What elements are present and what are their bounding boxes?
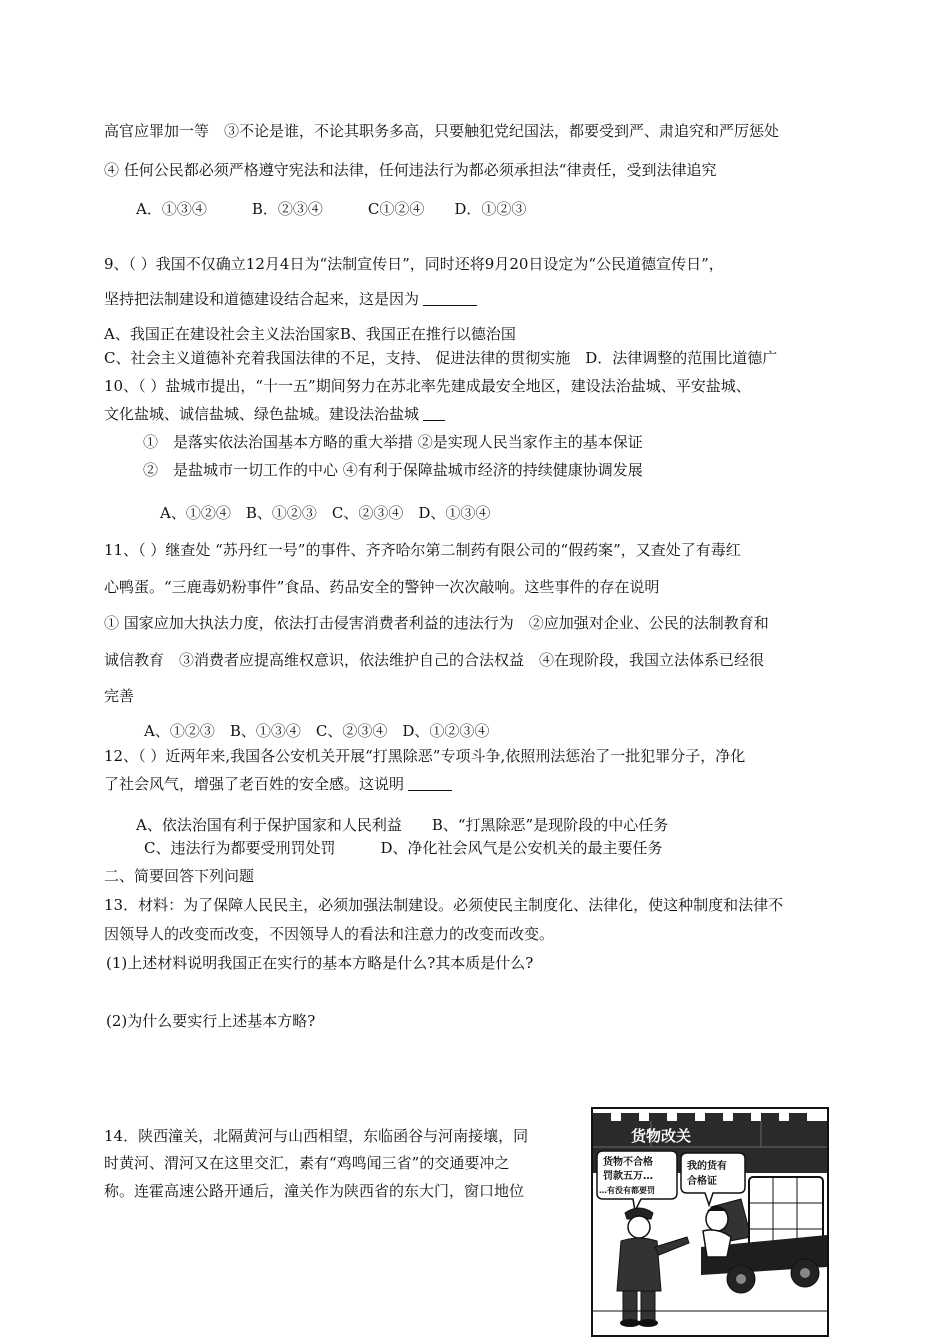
q14-line-3: 称。连霍高速公路开通后，潼关作为陕西省的东大门，窗口地位 — [104, 1182, 525, 1200]
q11-item-3: 完善 — [104, 687, 135, 705]
q11-line-1: 11、（ ）继查处 “苏丹红一号”的事件、齐齐哈尔第二制药有限公司的“假药案”，又查处了有毒红 — [104, 541, 741, 559]
q8-options: A．①③④ B．②③④ C①②④ D．①②③ — [136, 200, 527, 218]
q10-line-1: 10、（ ）盐城市提出，“十一五”期间努力在苏北率先建成最安全地区，建设法治盐城、平安盐城、 — [104, 377, 751, 395]
q13-line-1: 13．材料：为了保障人民民主，必须加强法制建设。必须使民主制度化、法律化，使这种制度和法律不 — [104, 896, 784, 914]
q10-item-2: ② 是盐城市一切工作的中心 ④有利于保障盐城市经济的持续健康协调发展 — [143, 461, 643, 479]
svg-text:我的货有: 我的货有 — [687, 1161, 727, 1172]
q10-line-2-text: 文化盐城、诚信盐城、绿色盐城。建设法治盐城 — [104, 405, 420, 423]
q8-line-2: ④ 任何公民都必须严格遵守宪法和法律，任何违法行为都必须承担法“律责任，受到法律追究 — [104, 161, 717, 179]
q8-line-1: 高官应罪加一等 ③不论是谁，不论其职务多高，只要触犯党纪国法，都要受到严、肃追究和严厉惩处 — [104, 122, 780, 140]
q12-options-ab: A、依法治国有利于保护国家和人民利益 B、“打黑除恶”是现阶段的中心任务 — [136, 816, 669, 834]
cartoon-banner: 货物改关 — [631, 1127, 692, 1145]
svg-text:…有没有都要罚: …有没有都要罚 — [599, 1186, 655, 1195]
q11-item-1: ① 国家应加大执法力度，依法打击侵害消费者利益的违法行为 ②应加强对企业、公民的法制教育和 — [104, 614, 769, 632]
q10-answer-blank — [423, 406, 445, 421]
q11-options: A、①②③ B、①③④ C、②③④ D、①②③④ — [144, 722, 490, 740]
q13-sub-2: (2)为什么要实行上述基本方略? — [106, 1012, 316, 1030]
q12-answer-blank — [408, 776, 452, 791]
q14-line-2: 时黄河、渭河又在这里交汇，素有“鸡鸣闻三省”的交通要冲之 — [104, 1154, 510, 1172]
q13-line-2: 因领导人的改变而改变，不因领导人的看法和注意力的改变而改变。 — [104, 925, 555, 943]
q9-line-1: 9、（ ）我国不仅确立12月4日为“法制宣传日”，同时还将9月20日设定为“公民道德宣传日”， — [104, 255, 724, 273]
q9-options-ab: A、我国正在建设社会主义法治国家B、我国正在推行以德治国 — [104, 325, 516, 343]
section-2-heading: 二、简要回答下列问题 — [104, 867, 255, 885]
q10-options: A、①②④ B、①②③ C、②③④ D、①③④ — [160, 504, 491, 522]
svg-text:罚款五万…: 罚款五万… — [603, 1171, 653, 1182]
q11-line-2: 心鸭蛋。“三鹿毒奶粉事件”食品、药品安全的警钟一次次敲响。这些事件的存在说明 — [104, 578, 660, 596]
q9-line-2 — [104, 289, 477, 309]
customs-cartoon — [591, 1107, 829, 1337]
q9-answer-blank — [423, 291, 477, 306]
q14-line-1: 14．陕西潼关，北隔黄河与山西相望，东临函谷与河南接壤，同 — [104, 1127, 529, 1145]
svg-text:合格证: 合格证 — [687, 1176, 717, 1187]
q13-sub-1: (1)上述材料说明我国正在实行的基本方略是什么?其本质是什么? — [106, 954, 534, 972]
q11-item-2: 诚信教育 ③消费者应提高维权意识，依法维护自己的合法权益 ④在现阶段，我国立法体系已经很 — [104, 651, 765, 669]
q12-options-cd: C、违法行为都要受刑罚处罚 D、净化社会风气是公安机关的最主要任务 — [144, 839, 663, 857]
svg-text:货物不合格: 货物不合格 — [603, 1157, 653, 1168]
q9-line-2-text: 坚持把法制建设和道德建设结合起来，这是因为 — [104, 290, 420, 308]
q10-line-2 — [104, 404, 445, 424]
q12-line-1: 12、（ ）近两年来,我国各公安机关开展“打黑除恶”专项斗争,依照刑法惩治了一批犯罪分子，净化 — [104, 747, 746, 765]
q9-options-cd: C、社会主义道德补充着我国法律的不足，支持、 促进法律的贯彻实施 D．法律调整的范围比道德广 — [104, 349, 778, 367]
q10-item-1: ① 是落实依法治国基本方略的重大举措 ②是实现人民当家作主的基本保证 — [143, 433, 643, 451]
q12-line-2-text: 了社会风气，增强了老百姓的安全感。这说明 — [104, 775, 405, 793]
q12-line-2 — [104, 774, 452, 794]
